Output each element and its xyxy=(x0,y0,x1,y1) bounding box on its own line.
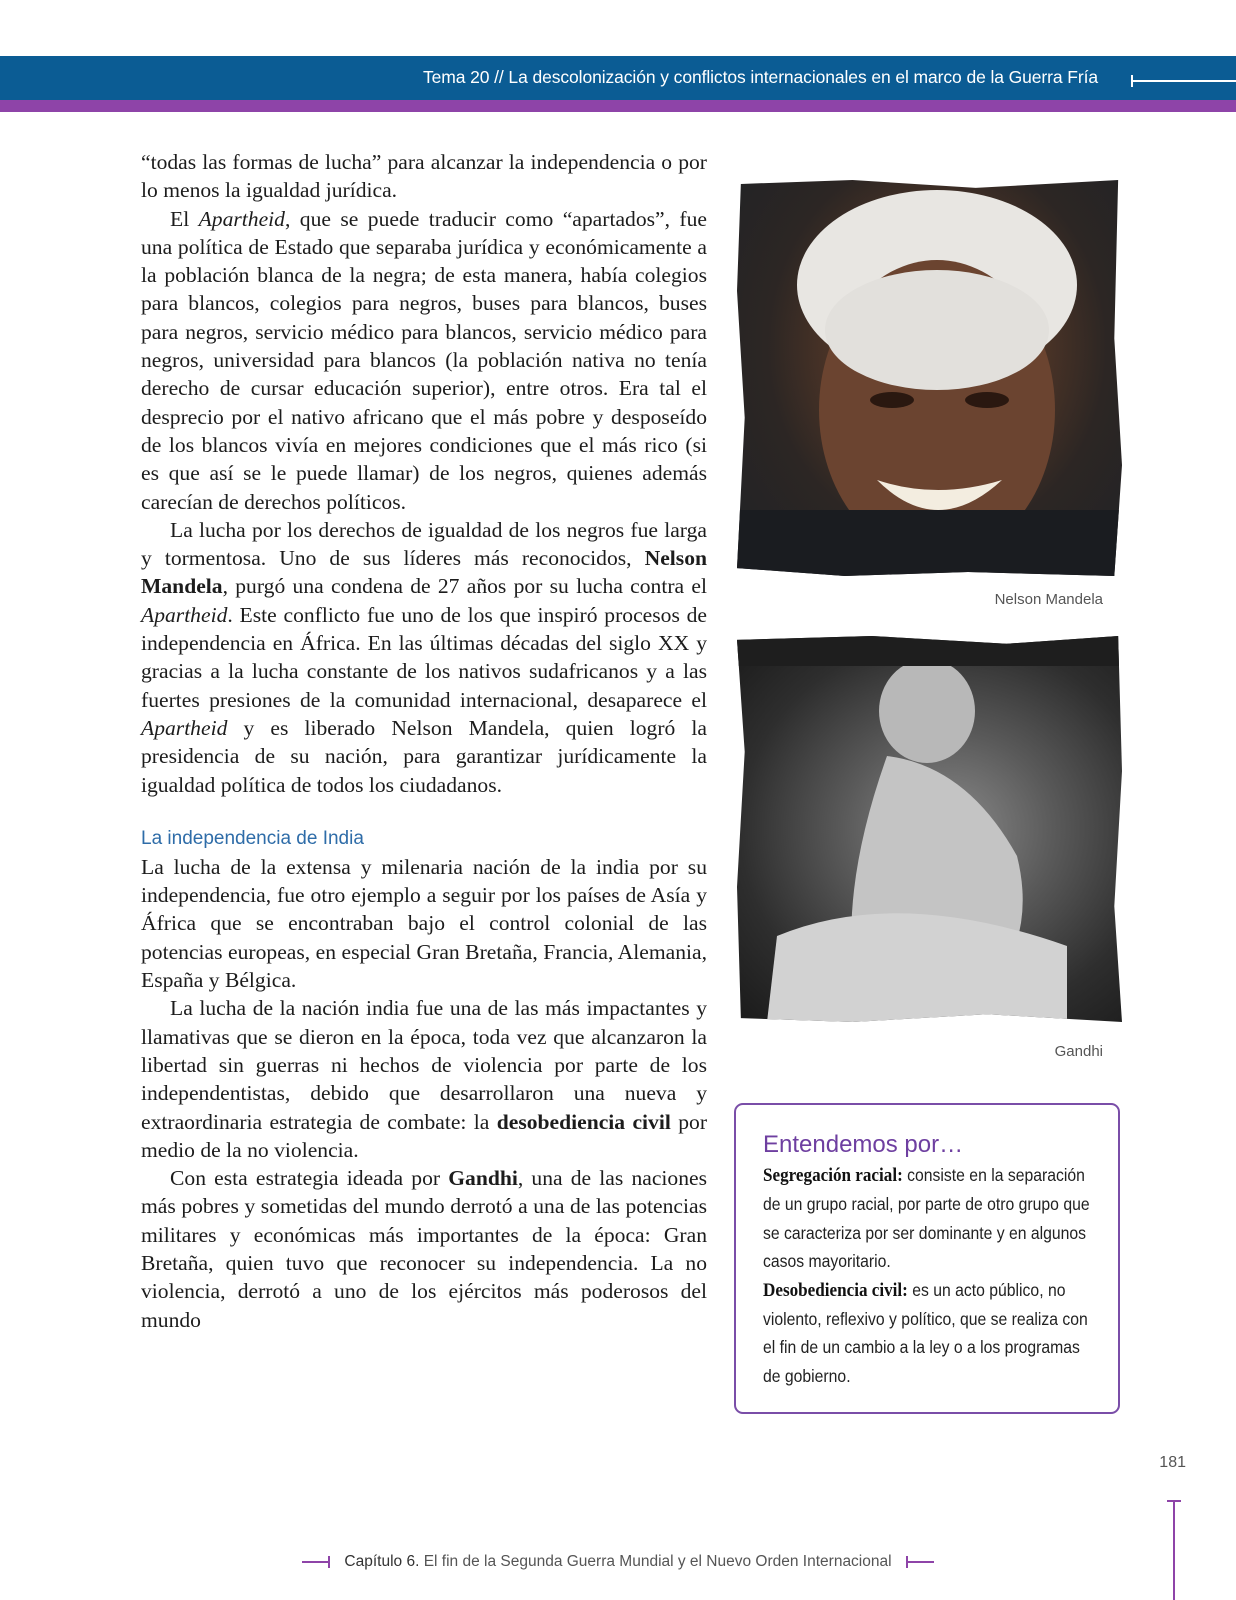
definition-description: es un acto público, no violento, reflexivo y político, que se realiza con el fin de un cambio a la ley o a los programas de gobierno. xyxy=(763,1279,1088,1386)
paragraph-apartheid xyxy=(141,205,707,516)
definitions-box xyxy=(734,1103,1120,1414)
section-heading: La independencia de India xyxy=(141,827,364,849)
mandela-portrait-illustration xyxy=(737,180,1122,576)
paragraph-civil-disobedience xyxy=(141,994,707,1164)
gandhi-photo xyxy=(737,636,1122,1022)
paragraph-text: “todas las formas de lucha” para alcanzar la independencia o por lo menos la igualdad jurídica. xyxy=(141,150,707,203)
italic-term: Apartheid xyxy=(141,715,228,740)
mandela-photo xyxy=(737,180,1122,576)
footer-rule-right xyxy=(906,1561,934,1563)
gandhi-portrait-illustration xyxy=(737,636,1122,1022)
bold-term: Nelson Mandela xyxy=(141,546,707,599)
paragraph-text: El xyxy=(170,206,199,231)
bold-term: desobediencia civil xyxy=(496,1109,671,1134)
header-rule xyxy=(1131,80,1236,82)
paragraph-text: . Este conflicto fue uno de los que inspiró procesos de independencia en África. En las últimas décadas del siglo XX y gracias a la lucha constante de los nativos sudafricanos y a las fuertes presiones de la comunidad internacional, desaparece el xyxy=(141,602,707,712)
footer-chapter-label: Capítulo 6. xyxy=(344,1553,420,1570)
paragraph-text: , una de las naciones más pobres y sometidas del mundo derrotó a una de las potencias militares y económicas más importantes de la época: Gran Bretaña, quien tuvo que reconocer su independencia. La no violencia, derrotó a uno de los ejércitos más poderosos del mundo xyxy=(141,1166,707,1332)
paragraph-text: La lucha de la extensa y milenaria nación de la india por su independencia, fue otro ejemplo a seguir por los países de Asía y África que se encontraban bajo el control colonial de las potencias europeas, en especial Gran Bretaña, Francia, Alemania, España y Bélgica. xyxy=(141,854,707,993)
paragraph-continuation xyxy=(141,148,707,205)
header-accent-stripe xyxy=(0,100,1236,112)
mandela-caption: Nelson Mandela xyxy=(994,591,1103,608)
paragraph-text: Con esta estrategia ideada por xyxy=(170,1166,449,1191)
main-text-column xyxy=(141,148,707,1334)
paragraph-text: , purgó una condena de 27 años por su lucha contra el xyxy=(222,574,707,599)
page-number: 181 xyxy=(1159,1454,1186,1471)
running-footer xyxy=(0,1553,1236,1571)
definitions-title: Entendemos por… xyxy=(763,1131,964,1158)
paragraph-text: , que se puede traducir como “apartados”, fue una política de Estado que separaba jurídica y económicamente a la población blanca de la negra; de esta manera, había colegios para blancos, colegios para negros, buses para blancos, buses para negros, servicio médico para blancos, servicio médico para negros, universidad para blancos (la población nativa no tenía derecho de cursar educación superior), entre otros. Era tal el desprecio por el nativo africano que el más pobre y desposeído de los blancos vivía en mejores condiciones que el más rico (si es que así se le puede llamar) de los negros, quienes además carecían de derechos políticos. xyxy=(141,206,707,514)
paragraph-text: y es liberado Nelson Mandela, quien logró la presidencia de su nación, para garantizar jurídicamente la igualdad política de todos los ciudadanos. xyxy=(141,715,707,797)
bold-term: Gandhi xyxy=(448,1166,518,1191)
definition-term: Desobediencia civil: xyxy=(763,1279,908,1301)
definition-term: Segregación racial: xyxy=(763,1165,903,1186)
paragraph-text: por medio de la no violencia. xyxy=(141,1109,708,1162)
italic-term: Apartheid xyxy=(141,602,228,627)
footer-rule-left xyxy=(302,1561,330,1563)
paragraph-mandela xyxy=(141,516,707,799)
paragraph-text: La lucha de la nación india fue una de las más impactantes y llamativas que se dieron en la época, toda vez que alcanzaron la libertad sin guerras ni hechos de violencia por parte de los independentistas, debido que desarrollaron una nueva y extraordinaria estrategia de combate: la xyxy=(141,996,707,1134)
running-header-title: Tema 20 // La descolonización y conflictos internacionales en el marco de la Guerra Fría xyxy=(422,67,1098,87)
italic-term: Apartheid xyxy=(198,206,285,231)
page-rule xyxy=(1173,1500,1175,1600)
definitions-text xyxy=(763,1161,1096,1390)
footer-chapter-title: El fin de la Segunda Guerra Mundial y el Nuevo Orden Internacional xyxy=(419,1553,892,1570)
definition-description: consiste en la separación de un grupo racial, por parte de otro grupo que se caracteriza por ser dominante y en algunos casos mayoritario. xyxy=(763,1165,1090,1272)
paragraph-text: La lucha por los derechos de igualdad de los negros fue larga y tormentosa. Uno de sus líderes más reconocidos, xyxy=(141,517,707,571)
gandhi-caption: Gandhi xyxy=(1054,1043,1103,1060)
paragraph-gandhi xyxy=(141,1164,707,1334)
paragraph-india-intro xyxy=(141,853,707,994)
